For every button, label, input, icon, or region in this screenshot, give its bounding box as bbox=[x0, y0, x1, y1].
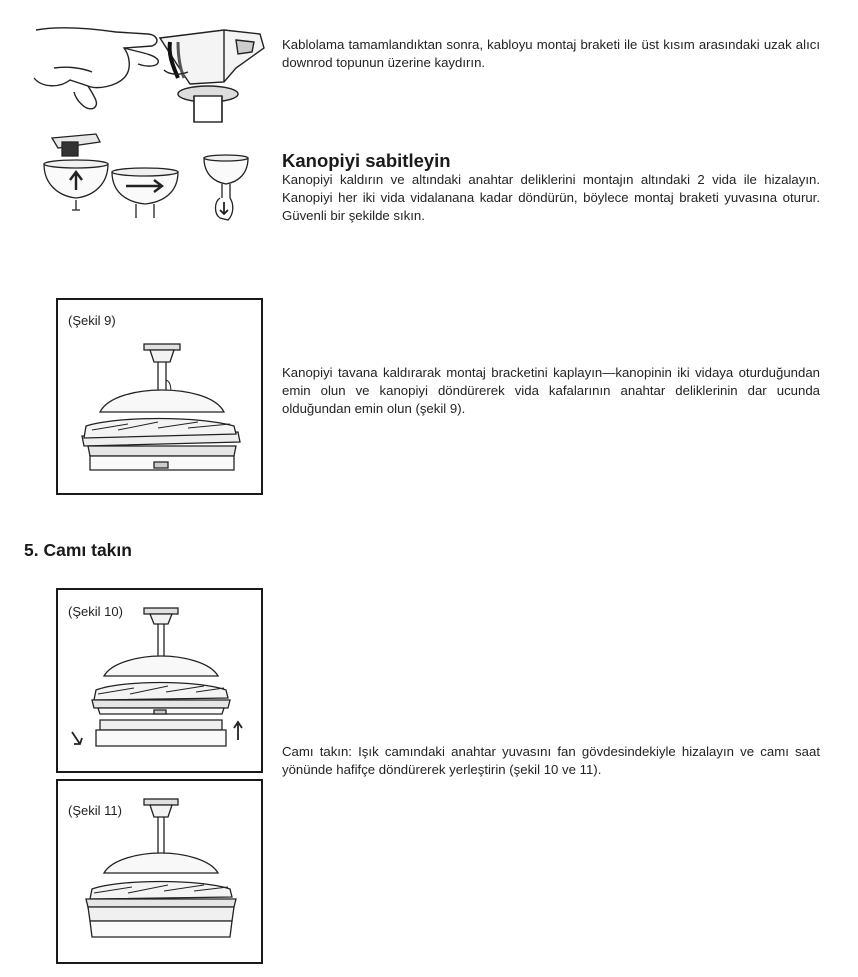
section-5-title: 5. Camı takın bbox=[24, 540, 132, 560]
fan-figure-9 bbox=[58, 300, 261, 493]
figure-9-label: (Şekil 9) bbox=[68, 313, 116, 328]
fan-figure-10 bbox=[58, 590, 261, 771]
figure-10-frame bbox=[56, 588, 263, 773]
canopy-sequence-illustration bbox=[38, 128, 260, 228]
figure-9-instruction: Kanopiyi tavana kaldırarak montaj bracketini kaplayın—kanopinin iki vidaya oturduğundan emin olun ve kanopiyi döndürerek vida kafalarının anahtar deliklerinin dar ucunda olduğundan emin olun (şekil 9). bbox=[282, 365, 820, 416]
wiring-illustration bbox=[28, 8, 278, 123]
wiring-instruction: Kablolama tamamlandıktan sonra, kabloyu montaj braketi ile üst kısım arasındaki uzak alıcı downrod topunun üzerine kaydırın. bbox=[282, 37, 820, 70]
figure-10-label: (Şekil 10) bbox=[68, 604, 123, 619]
canopy-heading: Kanopiyi sabitleyin bbox=[282, 150, 451, 171]
figure-9-frame bbox=[56, 298, 263, 495]
fan-figure-11 bbox=[58, 781, 261, 962]
canopy-instruction: Kanopiyi kaldırın ve altındaki anahtar deliklerini montajın altındaki 2 vida ile hizalayın. Kanopiyi her iki vida vidalanana kadar döndürün, böylece montaj braketi yuvasına oturur. Güvenli bir şekilde sıkın. bbox=[282, 172, 820, 223]
glass-instruction: Camı takın: Işık camındaki anahtar yuvasını fan gövdesindekiyle hizalayın ve camı saat yönünde hafifçe döndürerek yerleştirin (şekil 10 ve 11). bbox=[282, 744, 820, 777]
figure-11-frame bbox=[56, 779, 263, 964]
figure-11-label: (Şekil 11) bbox=[68, 803, 122, 818]
